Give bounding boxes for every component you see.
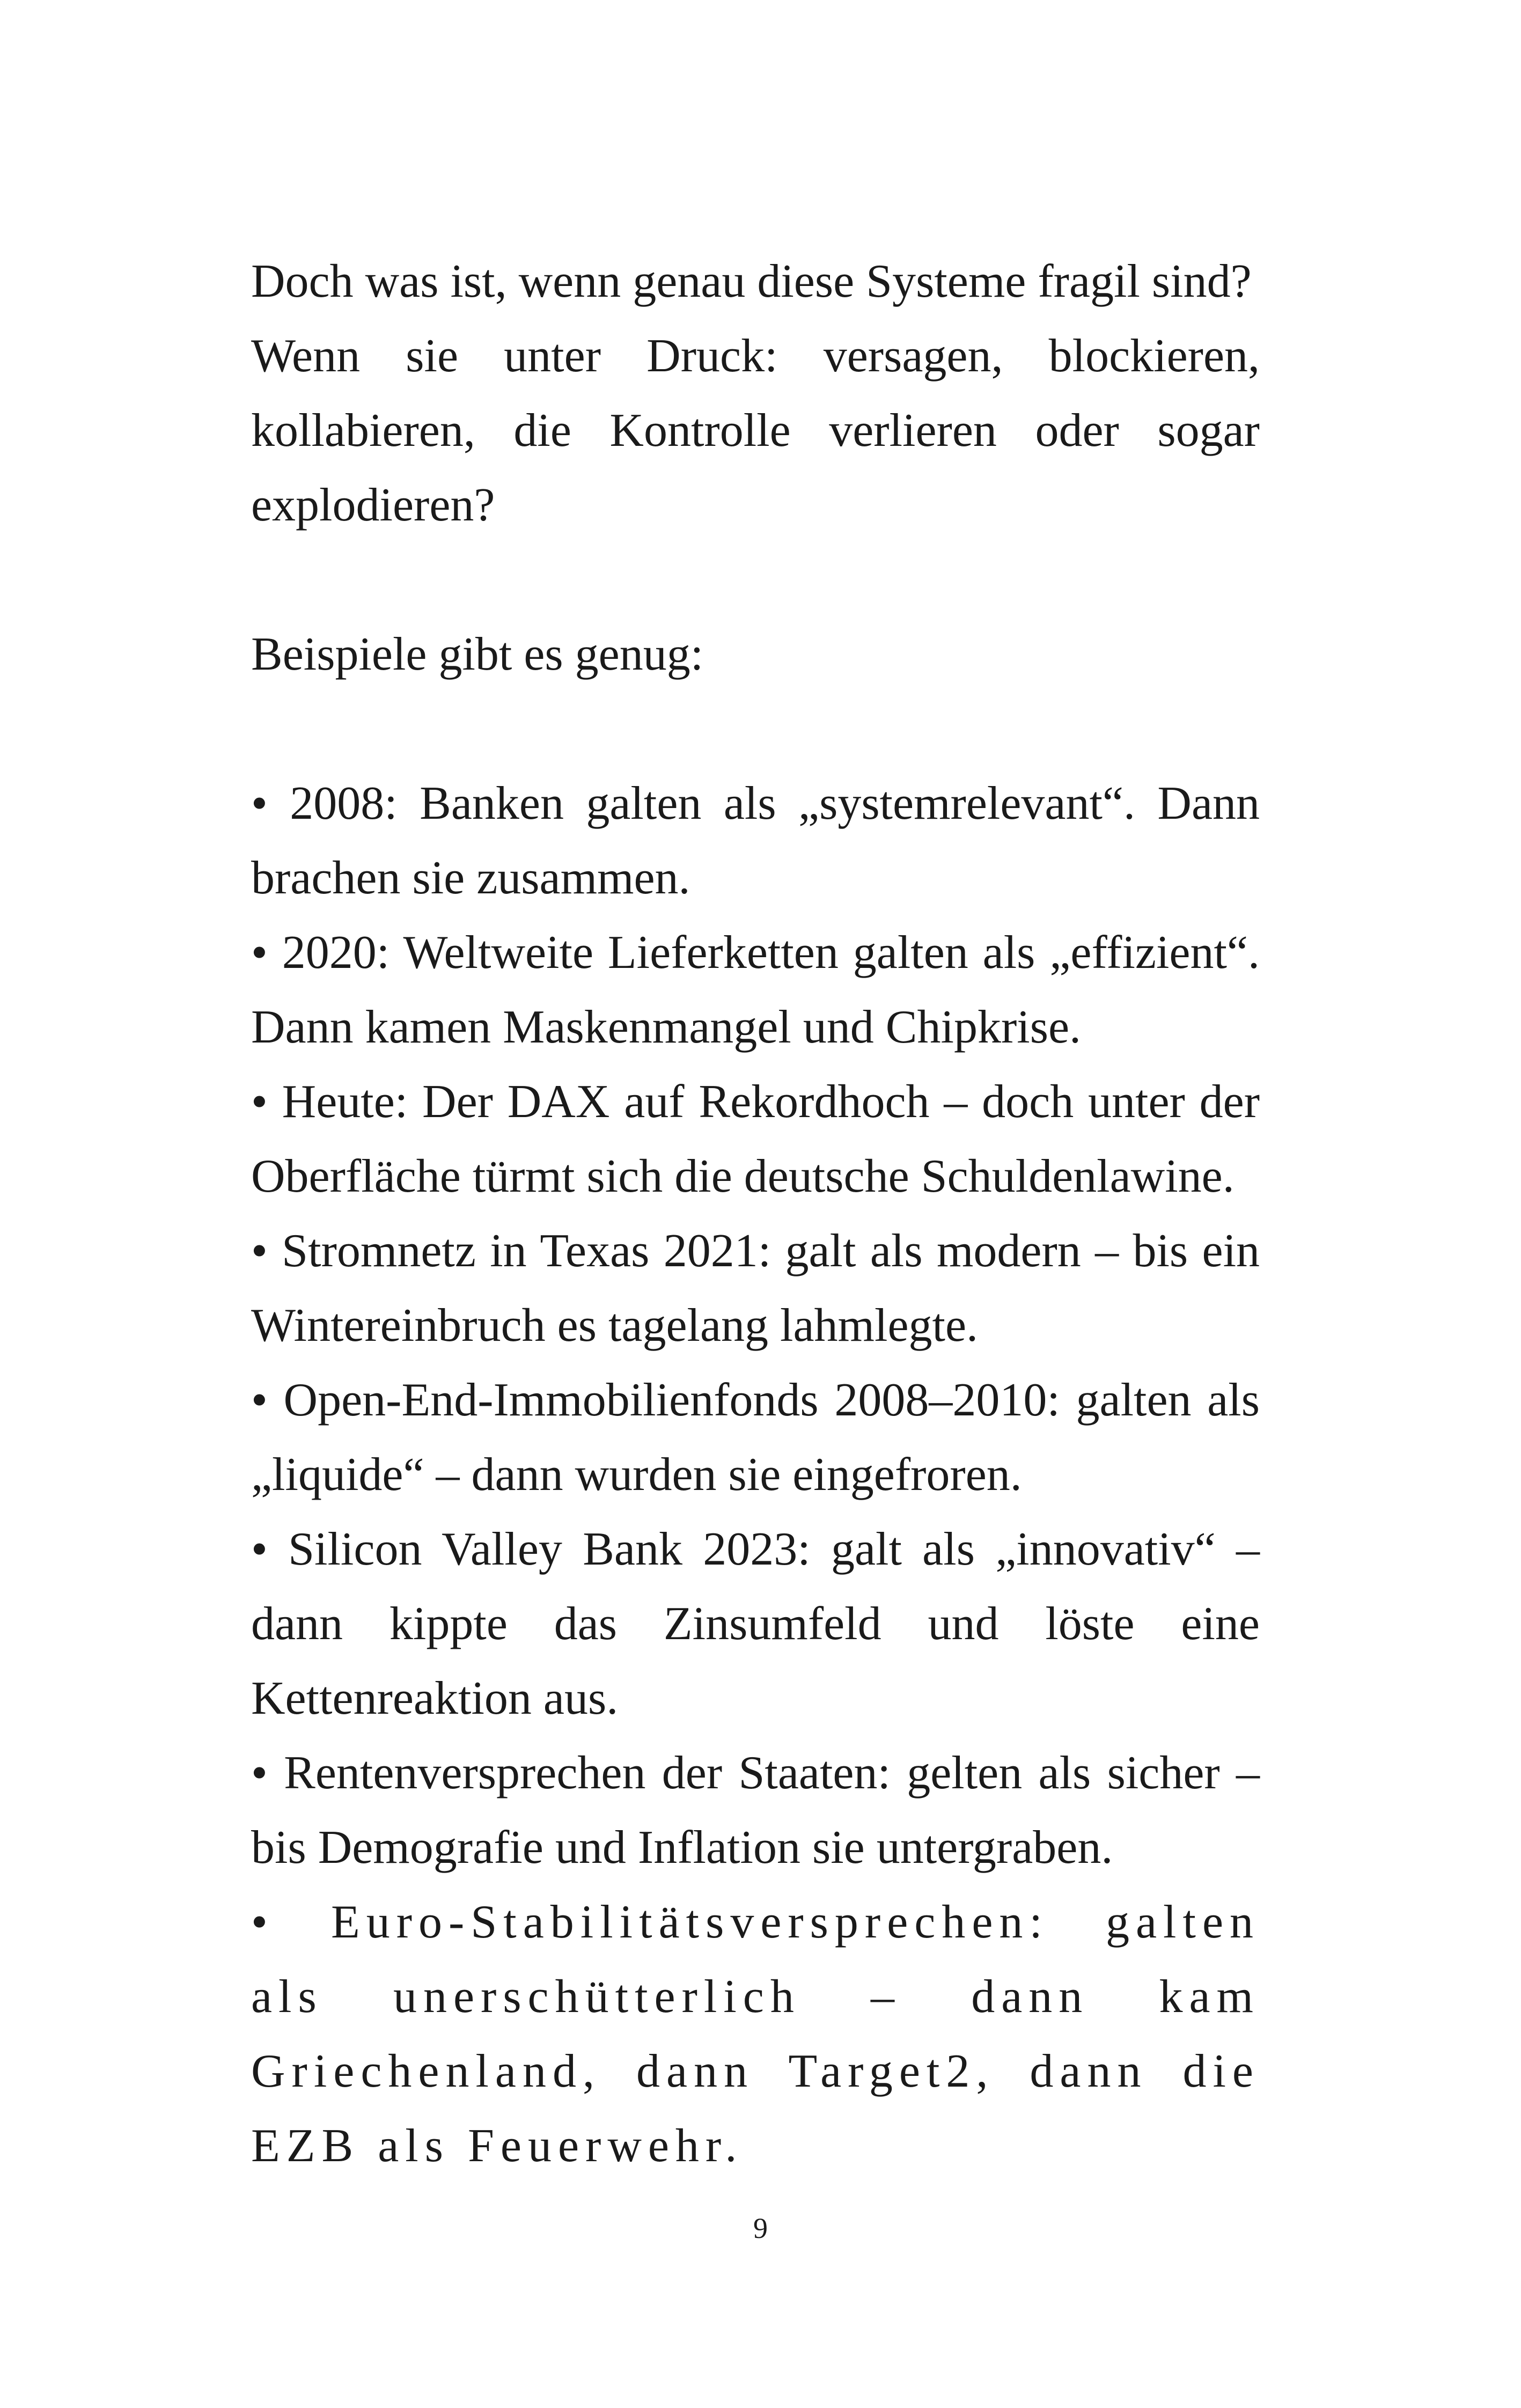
list-item bbox=[251, 1064, 1260, 1214]
bullet-icon: • bbox=[251, 1076, 268, 1128]
list-item-text: Open-End-Immobilienfonds 2008–2010: galten als „liquide“ – dann wurden sie eingefroren. bbox=[251, 1374, 1260, 1501]
paragraph-spacer bbox=[251, 542, 1260, 617]
list-item-text: 2008: Banken galten als „systemrelevant“. Dann brachen sie zusammen. bbox=[251, 777, 1260, 904]
list-item-text: Rentenversprechen der Staaten: gelten als sicher – bis Demografie und Inflation sie untergraben. bbox=[251, 1747, 1260, 1874]
bullet-icon: • bbox=[251, 1747, 268, 1799]
list-item bbox=[251, 1363, 1260, 1512]
list-item bbox=[251, 766, 1260, 915]
list-item-text: Stromnetz in Texas 2021: galt als modern – bis ein Wintereinbruch es tagelang lahmlegte. bbox=[251, 1225, 1260, 1352]
list-item-text: 2020: Weltweite Lieferketten galten als „effizient“. Dann kamen Maskenmangel und Chipkrise. bbox=[251, 927, 1260, 1053]
list-item-text: Silicon Valley Bank 2023: galt als „innovativ“ – dann kippte das Zinsumfeld und löste eine Kettenreaktion aus. bbox=[251, 1523, 1260, 1724]
bullet-icon: • bbox=[251, 1523, 268, 1575]
list-item bbox=[251, 1736, 1260, 1885]
bullet-icon: • bbox=[251, 1374, 268, 1426]
bullet-icon: • bbox=[251, 1896, 274, 1948]
paragraph-spacer bbox=[251, 692, 1260, 766]
list-item-text: Heute: Der DAX auf Rekordhoch – doch unter der Oberfläche türmt sich die deutsche Schuldenlawine. bbox=[251, 1076, 1260, 1202]
bullet-icon: • bbox=[251, 927, 268, 979]
list-item bbox=[251, 1214, 1260, 1363]
list-item bbox=[251, 1512, 1260, 1736]
list-item-text: Euro-Stabilitätsversprechen: galten als unerschütterlich – dann kam Griechenland, dann Target2, dann die EZB als Feuerwehr. bbox=[251, 1896, 1260, 2172]
page-body bbox=[251, 244, 1260, 2183]
page-number: 9 bbox=[753, 2212, 768, 2244]
list-item bbox=[251, 1885, 1260, 2183]
examples-list bbox=[251, 766, 1260, 2183]
bullet-icon: • bbox=[251, 1225, 268, 1277]
bullet-icon: • bbox=[251, 777, 268, 829]
list-item bbox=[251, 915, 1260, 1064]
intro-question-paragraph: Wenn sie unter Druck: versagen, blockieren, kollabieren, die Kontrolle verlieren oder sogar explodieren? bbox=[251, 330, 1260, 531]
intro-question-line: Doch was ist, wenn genau diese Systeme fragil sind? bbox=[251, 255, 1252, 307]
examples-lead: Beispiele gibt es genug: bbox=[251, 628, 704, 680]
